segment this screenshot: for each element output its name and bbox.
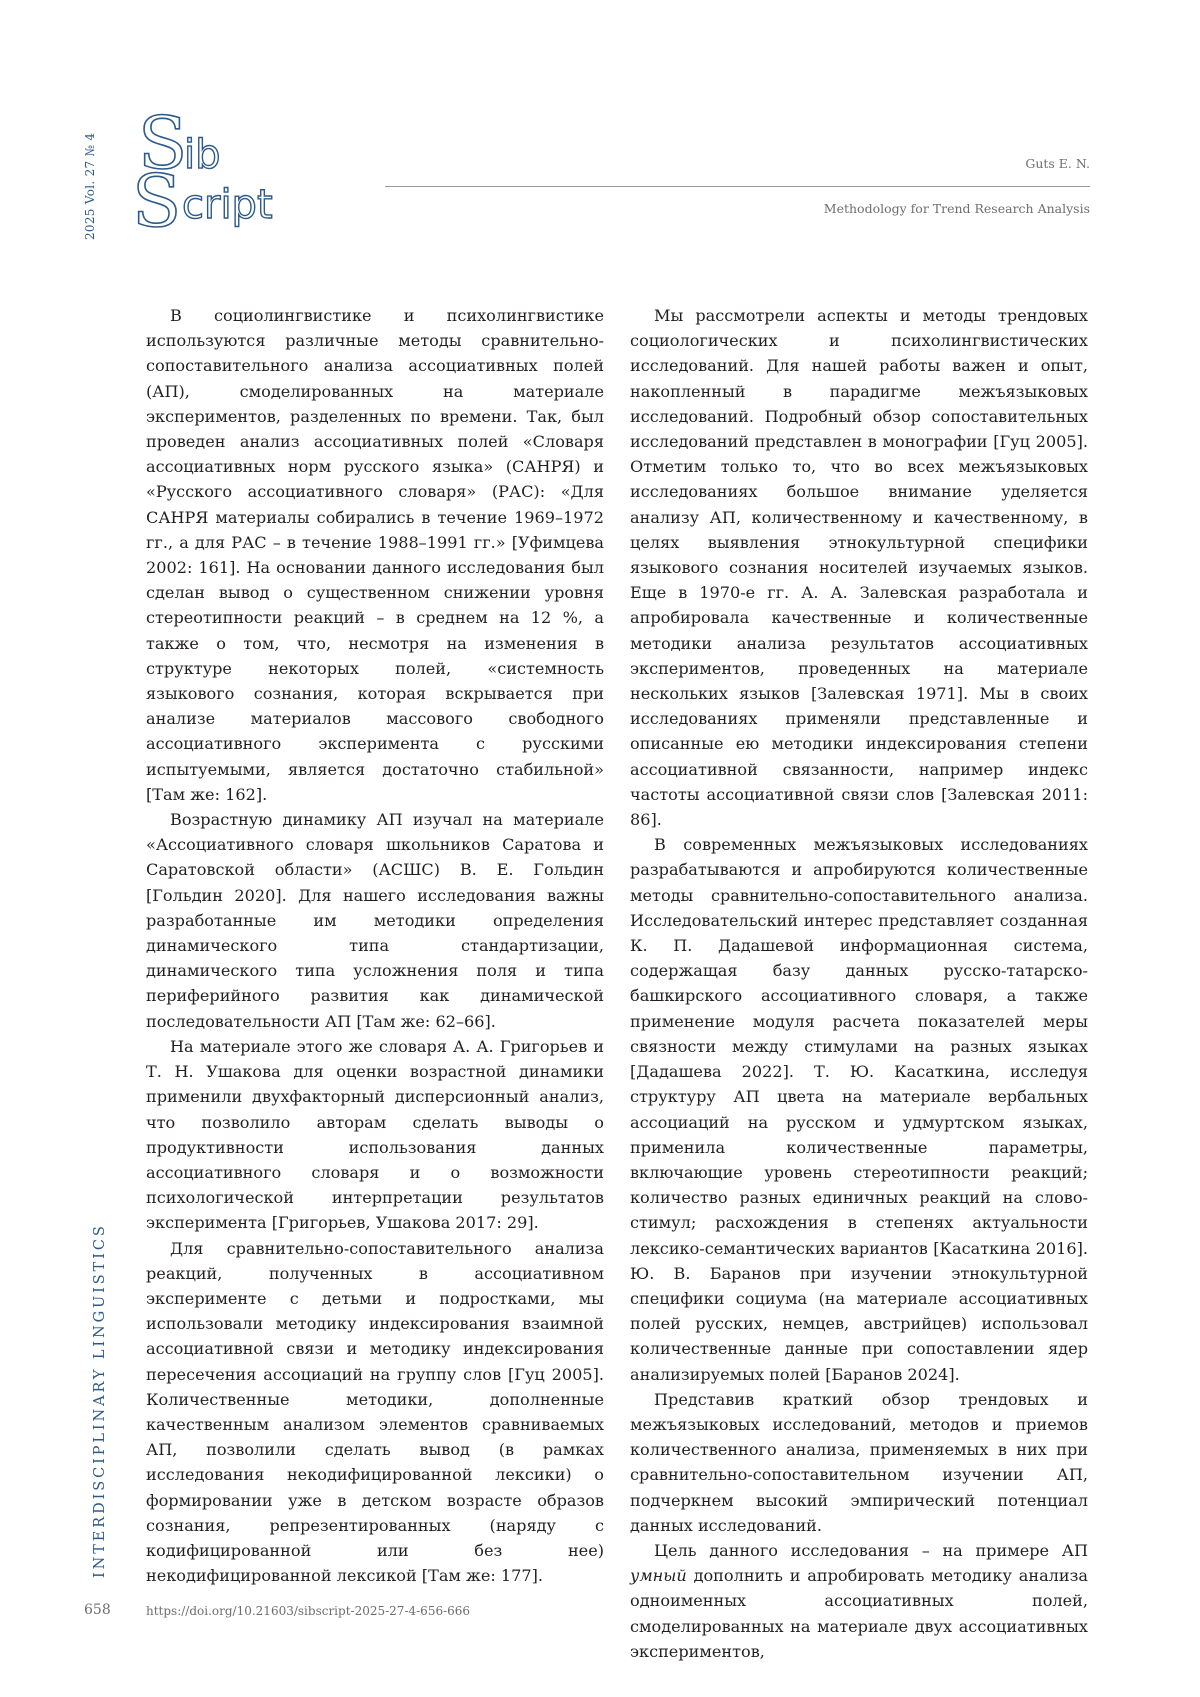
logo-letter-s-upper: S	[138, 101, 188, 185]
paragraph	[630, 1538, 1088, 1664]
doi-link[interactable]: https://doi.org/10.21603/sibscript-2025-27-4-656-666	[146, 1604, 471, 1618]
paragraph: Представив краткий обзор трендовых и межъязыковых исследований, методов и приемов количественного анализа, применяемых в них при сравнительно-сопоставительном изучении АП, подчеркнем высокий эмпирический потенциал данных исследований.	[630, 1389, 1088, 1535]
paragraph: В социолингвистике и психолингвистике используются различные методы сравнительно-сопоставительного анализа ассоциативных полей (АП), смоделированных на материале экспериментов, разделенных по времени. Так, был проведен анализ ассоциативных полей «Словаря ассоциативных норм русского языка» (САНРЯ) и «Русского ассоциативного словаря» (РАС): «Для САНРЯ материалы собирались в течение 1969–1972 гг., а для РАС – в течение 1988–1991 гг.» [Уфимцева 2002: 161]. На основании данного исследования был сделан вывод о существенном снижении уровня стереотипности реакций – в среднем на 12 %, а также о том, что, несмотря на изменения в структуре некоторых полей, «системность языкового сознания, которая вскрывается при анализе материалов массового свободного ассоциативного эксперимента с русскими испытуемыми, является достаточно стабильной» [Там же: 162].	[146, 306, 604, 804]
paragraph: Возрастную динамику АП изучал на материале «Ассоциативного словаря школьников Саратова и Саратовской области» (АСШС) В. Е. Гольдин [Гольдин 2020]. Для нашего исследования важны разработанные им методики определения динамического типа стандартизации, динамического типа усложнения поля и типа периферийного развития как динамической последовательности АП [Там же: 62–66].	[146, 810, 604, 1031]
header-title: Methodology for Trend Research Analysis	[823, 201, 1090, 216]
left-column	[146, 303, 604, 1588]
logo-letter-s-lower: S	[132, 159, 182, 243]
section-title: INTERDISCIPLINARY LINGUISTICS	[92, 1223, 108, 1578]
paragraph-text: Цель данного исследования – на примере АП	[654, 1540, 1088, 1560]
italic-term: умный	[630, 1566, 687, 1586]
logo-word-bottom: cript	[182, 182, 273, 228]
page-number: 658	[84, 1602, 111, 1618]
paragraph-text: дополнить и апробировать методику анализа одноименных ассоциативных полей, смоделированных на материале двух ассоциативных экспериментов,	[630, 1566, 1088, 1661]
logo-word-top: ib	[184, 132, 221, 178]
header-divider	[385, 186, 1090, 187]
header-author: Guts E. N.	[1025, 156, 1090, 171]
paragraph: Для сравнительно-сопоставительного анализа реакций, полученных в ассоциативном эксперименте с детьми и подростками, мы использовали методику индексирования взаимной ассоциативной связи и методику индексирования пересечения ассоциаций на группу слов [Гуц 2005]. Количественные методики, дополненные качественным анализом элементов сравниваемых АП, позволили сделать вывод (в рамках исследования некодифицированной лексики) о формировании уже в детском возрасте образов сознания, репрезентированных (наряду с кодифицированной или без нее) некодифицированной лексикой [Там же: 177].	[146, 1238, 604, 1586]
paragraph: На материале этого же словаря А. А. Григорьев и Т. Н. Ушакова для оценки возрастной динамики применили двухфакторный дисперсионный анализ, что позволило авторам сделать выводы о продуктивности использования данных ассоциативного словаря и о возможности психологической интерпретации результатов эксперимента [Григорьев, Ушакова 2017: 29].	[146, 1036, 604, 1233]
volume-info: 2025 Vol. 27 № 4	[83, 132, 97, 240]
paragraph: В современных межъязыковых исследованиях разрабатываются и апробируются количественные методы сравнительно-сопоставительного анализа. Исследовательский интерес представляет созданная К. П. Дадашевой информационная система, содержащая базу данных русско-татарско-башкирского ассоциативного словаря, а также применение модуля расчета показателей меры связности между стимулами на разных языках [Дадашева 2022]. Т. Ю. Касаткина, исследуя структуру АП цвета на материале вербальных ассоциаций на русском и удмуртском языках, применила количественные параметры, включающие уровень стереотипности реакций; количество разных единичных реакций на слово-стимул; расхождения в степенях актуальности лексико-семантических вариантов [Касаткина 2016]. Ю. В. Баранов при изучении этнокультурной специфики социума (на материале ассоциативных полей русских, немцев, австрийцев) использовал количественные данные при сопоставлении ядер анализируемых полей [Баранов 2024].	[630, 835, 1088, 1384]
paragraph: Мы рассмотрели аспекты и методы трендовых социологических и психолингвистических исследований. Для нашей работы важен и опыт, накопленный в парадигме межъязыковых исследований. Подробный обзор сопоставительных исследований представлен в монографии [Гуц 2005]. Отметим только то, что во всех межъязыковых исследованиях большое внимание уделяется анализу АП, количественному и качественному, в целях выявления этнокультурной специфики языкового сознания носителей изучаемых языков. Еще в 1970-е гг. А. А. Залевская разработала и апробировала качественные и количественные методики анализа результатов ассоциативных экспериментов, проведенных на материале нескольких языков [Залевская 1971]. Мы в своих исследованиях применяли представленные и описанные ею методики индексирования степени ассоциативной связанности, например индекс частоты ассоциативной связи слов [Залевская 2011: 86].	[630, 306, 1088, 830]
right-column	[630, 303, 1088, 1664]
sibscript-logo	[132, 101, 368, 243]
